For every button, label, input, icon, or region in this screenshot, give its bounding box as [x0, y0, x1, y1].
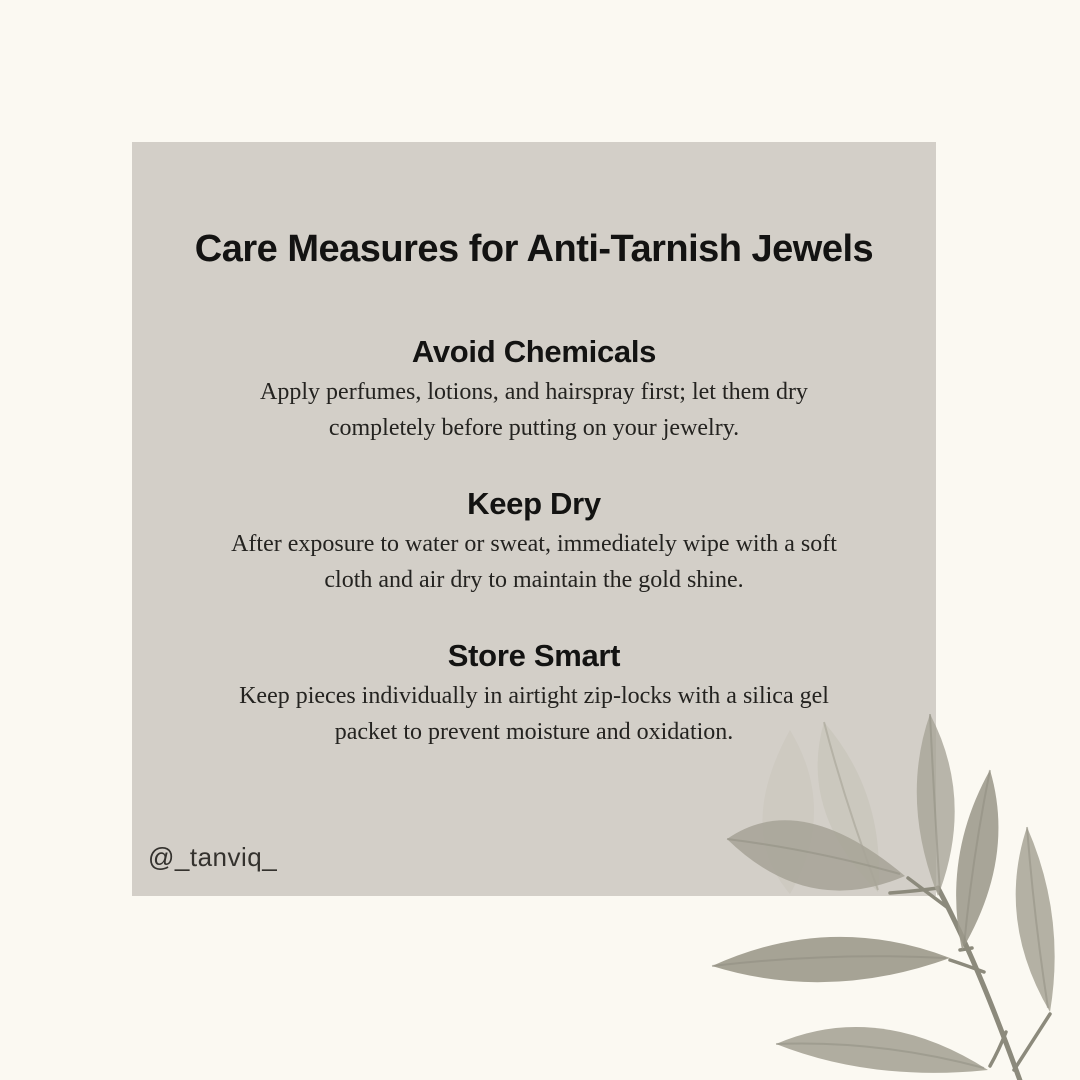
section-keep-dry: [132, 486, 936, 598]
leaf-horizontal-midrib: [712, 956, 946, 966]
leaf-horizontal: [712, 937, 950, 982]
leaf-right-vertical-midrib: [964, 770, 990, 946]
body-line: After exposure to water or sweat, immediately wipe with a soft: [231, 531, 837, 557]
section-heading: Keep Dry: [467, 486, 601, 521]
body-line: Keep pieces individually in airtight zip-locks with a silica gel: [239, 683, 829, 709]
body-line: cloth and air dry to maintain the gold shine.: [324, 567, 744, 593]
card-text: [132, 142, 936, 896]
section-heading: Store Smart: [447, 638, 621, 673]
section-heading: Avoid Chemicals: [411, 334, 657, 369]
body-line: completely before putting on your jewelry.: [328, 415, 740, 441]
leaf-bottom: [776, 1027, 988, 1073]
leaf-far-right: [1016, 827, 1055, 1012]
section-store-smart: [132, 638, 936, 750]
social-handle: @_tanviq_: [148, 842, 278, 872]
leaf-right-vertical: [956, 770, 998, 950]
body-line: packet to prevent moisture and oxidation.: [334, 719, 734, 745]
leaf-far-right-midrib: [1027, 827, 1048, 1008]
section-avoid-chemicals: [132, 334, 936, 446]
body-line: Apply perfumes, lotions, and hairspray first; let them dry: [260, 379, 808, 405]
section-body: [132, 526, 936, 598]
branch-stems: [890, 878, 1050, 1080]
leaf-bottom-midrib: [776, 1044, 984, 1069]
page-title: Care Measures for Anti-Tarnish Jewels: [194, 228, 874, 270]
section-body: [132, 374, 936, 446]
section-body: [132, 678, 936, 750]
